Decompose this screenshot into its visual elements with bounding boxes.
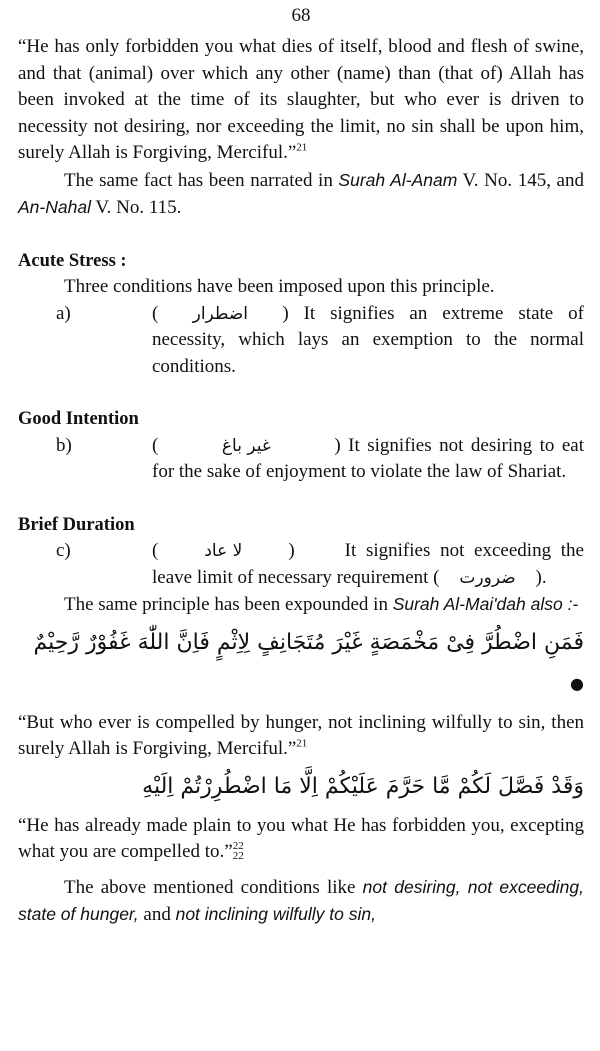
arabic-term-zarurat: ضرورت bbox=[459, 567, 516, 588]
condition-c-text-first: It signifies not exceeding the bbox=[344, 540, 584, 561]
last-italic-2: not inclining wilfully to sin, bbox=[175, 904, 376, 924]
last-paragraph bbox=[18, 874, 584, 929]
footnote-ref-1: 21 bbox=[296, 141, 308, 154]
condition-a bbox=[18, 301, 584, 381]
same-fact-mid: V. No. 145, and bbox=[457, 169, 584, 191]
page bbox=[18, 0, 584, 929]
condition-a-label: a) bbox=[56, 302, 71, 324]
paren-close: ) bbox=[288, 540, 295, 561]
same-fact-post: V. No. 115. bbox=[90, 197, 182, 218]
quote-text-1: “He has only forbidden you what dies of itself, blood and flesh of swine, and that (animal) over which any other (name) than (that of) Allah has been invoked at the time of its slaughter, but who ever is driven to necessity not desiring, nor exceeding the limit, no sin shall be upon him, surely Allah is Forgiving, Merciful.” bbox=[18, 36, 584, 163]
arabic-verse-1-text: فَمَنِ اضْطُرَّ فِىْ مَخْمَصَةٍ غَيْرَ مُتَجَانِفٍ لِاِثْمٍ فَاِنَّ اللّٰهَ غَفُوْرٌ رَّحِيْمٌ bbox=[33, 629, 584, 655]
last-mid: and bbox=[138, 904, 176, 925]
maidah-paragraph bbox=[18, 591, 584, 619]
surah-al-maidah: Surah Al-Mai'dah also :- bbox=[392, 594, 579, 614]
condition-b-text-first: It signifies not desiring to eat bbox=[340, 434, 584, 456]
page-number: 68 bbox=[291, 5, 311, 26]
verse-end-mark-icon: ● bbox=[570, 673, 584, 693]
condition-b bbox=[18, 433, 584, 486]
paren-close: ) bbox=[334, 434, 341, 456]
paren-open: ( bbox=[152, 434, 159, 456]
quote-paragraph-2 bbox=[18, 710, 584, 763]
arabic-term-la-aad: لا عاد bbox=[204, 541, 243, 561]
condition-a-text-rest: necessity, which lays an exemption to the normal conditions. bbox=[152, 329, 584, 377]
condition-c-label: c) bbox=[56, 540, 71, 561]
condition-b-label: b) bbox=[56, 434, 72, 456]
quote-paragraph-3 bbox=[18, 813, 584, 866]
arabic-term-ghair-bagh: غير باغ bbox=[221, 435, 271, 456]
acute-intro: Three conditions have been imposed upon this principle. bbox=[64, 276, 495, 297]
footnote-ref-3 bbox=[233, 841, 244, 861]
surah-al-anam: Surah Al-Anam bbox=[338, 169, 458, 190]
footnote-ref-3-top: 22 bbox=[232, 840, 244, 852]
same-fact-paragraph bbox=[18, 167, 584, 222]
paren-open: ( bbox=[152, 540, 159, 561]
arabic-term-iztirar: اضطرار bbox=[192, 303, 249, 324]
heading-brief-duration: Brief Duration bbox=[18, 514, 135, 535]
footnote-ref-3-bottom: 22 bbox=[232, 850, 244, 862]
maidah-pre: The same principle has been expounded in bbox=[64, 594, 393, 615]
condition-c bbox=[18, 538, 584, 591]
same-fact-pre: The same fact has been narrated in bbox=[64, 169, 339, 191]
arabic-verse-2 bbox=[18, 767, 584, 807]
condition-c-text-rest: leave limit of necessary requirement ( bbox=[152, 566, 440, 588]
arabic-verse-2-text: وَقَدْ فَصَّلَ لَكُمْ مَّا حَرَّمَ عَلَيْكُمْ اِلَّا مَا اضْطُرِرْتُمْ اِلَيْهِ bbox=[142, 773, 584, 799]
quote-text-3: “He has already made plain to you what He has forbidden you, excepting what you are compelled to.” bbox=[18, 814, 584, 862]
quote-text-2: “But who ever is compelled by hunger, not inclining wilfully to sin, then surely Allah is Forgiving, Merciful.” bbox=[18, 711, 584, 759]
paren-close: ) bbox=[282, 302, 289, 324]
paren-open: ( bbox=[152, 302, 159, 324]
surah-an-nahal: An-Nahal bbox=[18, 197, 91, 217]
heading-acute-stress: Acute Stress : bbox=[18, 250, 127, 271]
condition-c-text-end: ). bbox=[535, 566, 547, 588]
last-pre: The above mentioned conditions like bbox=[64, 876, 363, 898]
condition-a-text-first: It signifies an extreme state of bbox=[288, 302, 584, 324]
quote-paragraph-1 bbox=[18, 34, 584, 167]
condition-b-text-rest: for the sake of enjoyment to violate the law of Shariat. bbox=[152, 461, 567, 482]
spacer bbox=[18, 486, 584, 512]
spacer bbox=[18, 222, 584, 248]
heading-good-intention: Good Intention bbox=[18, 409, 139, 429]
last-italic-1: not desiring, not exceeding, state of hunger, bbox=[18, 876, 584, 924]
arabic-verse-1 bbox=[18, 623, 584, 704]
spacer bbox=[18, 380, 584, 406]
footnote-ref-2: 21 bbox=[296, 737, 308, 750]
